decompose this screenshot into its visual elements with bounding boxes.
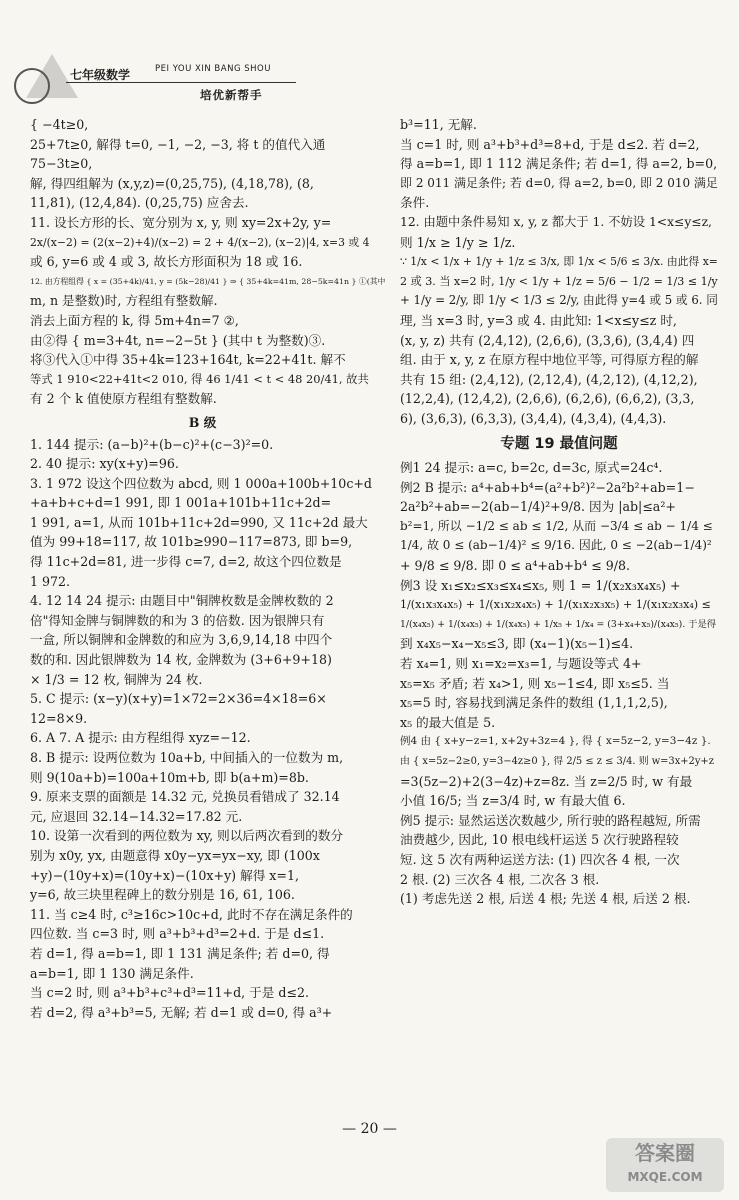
text-line: y=6, 故三块里程碑上的数分别是 16, 61, 106.	[30, 887, 295, 903]
text-line: +y)−(10y+x)=(10y+x)−(10x+y) 解得 x=1,	[30, 867, 299, 883]
text-line: 1. 144 提示: (a−b)²+(b−c)²+(c−3)²=0.	[30, 436, 274, 452]
text-line: 例5 提示: 显然运送次数越少, 所行驶的路程越短, 所需	[400, 812, 701, 828]
text-line: 例4 由 { x+y−z=1, x+2y+3z=4 }, 得 { x=5z−2, y=3−4z }.	[400, 735, 711, 748]
text-line: (12,2,4), (12,4,2), (2,6,6), (6,2,6), (6,6,2), (3,3,	[400, 391, 695, 407]
text-line: 1/(x₁x₃x₄x₅) + 1/(x₁x₂x₄x₅) + 1/(x₁x₂x₃x₅) + 1/(x₁x₂x₃x₄) ≤	[400, 598, 711, 612]
text-line: 一盒, 所以铜牌和金牌数的和应为 3,6,9,14,18 中四个	[30, 632, 333, 648]
text-line: 数的和. 因此银牌数为 14 枚, 金牌数为 (3+6+9+18)	[30, 652, 332, 668]
text-line: 解, 得四组解为 (x,y,z)=(0,25,75), (4,18,78), (8,	[30, 175, 314, 191]
text-line: 共有 15 组: (2,4,12), (2,12,4), (4,2,12), (4,12,2),	[400, 371, 698, 387]
section-heading-b: B 级	[188, 414, 217, 430]
text-line: 短. 这 5 次有两种运送方法: (1) 四次各 4 根, 一次	[400, 851, 680, 867]
text-line: a=b=1, 即 1 130 满足条件.	[30, 965, 194, 981]
text-line: 11,81), (12,4,84). (0,25,75) 应舍去.	[30, 195, 249, 211]
right-column	[400, 115, 718, 909]
text-line: x₅=x₅ 矛盾; 若 x₄>1, 则 x₅−1≤4, 即 x₅≤5. 当	[400, 675, 670, 691]
text-line: 2 根. (2) 三次各 4 根, 二次各 3 根.	[400, 871, 600, 887]
protractor-logo-icon	[14, 68, 50, 104]
text-line: x₅=5 时, 容易找到满足条件的数组 (1,1,1,2,5),	[400, 695, 668, 711]
text-line: 值为 99+18=117, 故 101b≥990−117=873, 即 b=9,	[30, 534, 353, 550]
text-line: 则 1/x ≥ 1/y ≥ 1/z.	[400, 234, 516, 250]
text-line: + 1/y = 2/y, 即 1/y < 1/3 ≤ 2/y, 由此得 y=4 或 5 或 6. 同	[400, 293, 718, 308]
text-line: × 1/3 = 12 枚, 铜牌为 24 枚.	[30, 671, 203, 687]
text-line: 4. 12 14 24 提示: 由题目中"铜牌枚数是金牌枚数的 2	[30, 593, 334, 609]
text-line: 消去上面方程的 k, 得 5m+4n=7 ②,	[30, 312, 239, 328]
book-title: 培优新帮手	[200, 88, 263, 102]
text-line: m, n 是整数)时, 方程组有整数解.	[30, 293, 218, 309]
text-line: 11. 当 c≥4 时, c³≥16c>10c+d, 此时不存在满足条件的	[30, 906, 353, 922]
text-line: x₅ 的最大值是 5.	[400, 714, 496, 730]
text-line: 当 c=2 时, 则 a³+b³+c³+d³=11+d, 于是 d≤2.	[30, 985, 309, 1001]
text-line: 25+7t≥0, 解得 t=0, −1, −2, −3, 将 t 的值代入通	[30, 136, 326, 152]
text-line: 由 { x=5z−2≥0, y=3−4z≥0 }, 得 2/5 ≤ z ≤ 3/4. 则 w=3x+2y+z	[400, 756, 714, 767]
watermark-title: 答案圈	[635, 1141, 695, 1165]
text-line: 9. 原来支票的面额是 14.32 元, 兑换员看错成了 32.14	[30, 789, 340, 805]
text-line: 2. 40 提示: xy(x+y)=96.	[30, 456, 179, 472]
text-line: 2x/(x−2) = (2(x−2)+4)/(x−2) = 2 + 4/(x−2), (x−2)|4, x=3 或 4	[30, 235, 370, 249]
text-line: 得 a=b=1, 即 1 112 满足条件; 若 d=1, 得 a=2, b=0,	[400, 156, 718, 172]
text-line: 小值 16/5; 当 z=3/4 时, w 有最大值 6.	[400, 793, 626, 809]
text-line: 2 或 3. 当 x=2 时, 1/y < 1/y + 1/z = 5/6 − 1/2 = 1/3 ≤ 1/y	[400, 274, 718, 288]
text-line: 1 991, a=1, 从而 101b+11c+2d=990, 又 11c+2d 最大	[30, 514, 368, 530]
text-line: 条件.	[400, 195, 430, 211]
series-pinyin: PEI YOU XIN BANG SHOU	[155, 64, 271, 74]
text-line: 1/4, 故 0 ≤ (ab−1/4)² ≤ 9/16. 因此, 0 ≤ −2(ab−1/4)²	[400, 538, 712, 553]
text-line: 即 2 011 满足条件; 若 d=0, 得 a=2, b=0, 即 2 010 满足	[400, 175, 718, 190]
text-line: 若 d=2, 得 a³+b³=5, 无解; 若 d=1 或 d=0, 得 a³+	[30, 1004, 333, 1020]
text-line: 75−3t≥0,	[30, 156, 93, 172]
text-line: 例2 B 提示: a⁴+ab+b⁴=(a²+b²)²−2a²b²+ab=1−	[400, 479, 695, 495]
text-line: 到 x₄x₅−x₄−x₅≤3, 即 (x₄−1)(x₅−1)≤4.	[400, 636, 634, 652]
text-line: 例3 设 x₁≤x₂≤x₃≤x₄≤x₅, 则 1 = 1/(x₂x₃x₄x₅) +	[400, 577, 681, 593]
text-line: 1/(x₄x₅) + 1/(x₄x₅) + 1/(x₄x₅) + 1/x₅ + 1/x₄ = (3+x₄+x₅)/(x₄x₅). 于是得	[400, 618, 717, 630]
text-line: 油费越少, 因此, 10 根电线杆运送 5 次行驶路程较	[400, 832, 679, 848]
text-line: (x, y, z) 共有 (2,4,12), (2,6,6), (3,3,6), (3,4,4) 四	[400, 332, 695, 348]
left-column	[30, 115, 386, 1022]
grade-label: 七年级数学	[70, 68, 131, 82]
text-line: b²=1, 所以 −1/2 ≤ ab ≤ 1/2, 从而 −3/4 ≤ ab − 1/4 ≤	[400, 518, 713, 533]
text-line: 12. 由方程组得 { x = (35+4k)/41, y = (5k−28)/41 } ⇒ { 35+4k=41m, 28−5k=41n } ①(其中	[30, 276, 386, 286]
topic-title: 专题 19 最值问题	[500, 435, 618, 452]
text-line: 理, 当 x=3 时, y=3 或 4. 由此知: 1<x≤y≤z 时,	[400, 312, 677, 328]
text-line: 6. A 7. A 提示: 由方程组得 xyz=−12.	[30, 730, 251, 746]
text-line: 由②得 { m=3+4t, n=−2−5t } (其中 t 为整数)③.	[30, 332, 326, 348]
text-line: 10. 设第一次看到的两位数为 xy, 则以后两次看到的数分	[30, 828, 344, 844]
text-line: 组. 由于 x, y, z 在原方程中地位平等, 可得原方程的解	[400, 352, 699, 368]
text-line: 例1 24 提示: a=c, b=2c, d=3c, 原式=24c⁴.	[400, 460, 663, 476]
text-line: 四位数. 当 c=3 时, 则 a³+b³+d³=2+d. 于是 d≤1.	[30, 926, 325, 942]
text-line: 12. 由题中条件易知 x, y, z 都大于 1. 不妨设 1<x≤y≤z,	[400, 214, 712, 229]
text-line: 2a²b²+ab=−2(ab−1/4)²+9/8. 因为 |ab|≤a²+	[400, 499, 676, 515]
text-line: (1) 考虑先送 2 根, 后送 4 根; 先送 4 根, 后送 2 根.	[400, 891, 691, 907]
text-line: 别为 x0y, yx, 由题意得 x0y−yx=yx−xy, 即 (100x	[30, 847, 320, 863]
text-line: 5. C 提示: (x−y)(x+y)=1×72=2×36=4×18=6×	[30, 691, 327, 707]
header-divider	[66, 82, 296, 83]
text-line: +a+b+c+d=1 991, 即 1 001a+101b+11c+2d=	[30, 495, 332, 511]
page-header	[10, 46, 300, 106]
text-line: 等式 1 910<22+41t<2 010, 得 46 1/41 < t < 48 20/41, 故共	[30, 371, 369, 386]
text-line: 倍"得知金牌与铜牌数的和为 3 的倍数. 因为银牌只有	[30, 612, 325, 628]
page-number: — 20 —	[342, 1121, 397, 1137]
text-line: 6), (3,6,3), (6,3,3), (3,4,4), (4,3,4), (4,4,3).	[400, 410, 667, 426]
text-line: 3. 1 972 设这个四位数为 abcd, 则 1 000a+100b+10c+d	[30, 475, 372, 491]
text-line: 有 2 个 k 值使原方程组有整数解.	[30, 391, 217, 407]
text-line: { −4t≥0,	[30, 117, 89, 132]
text-line: 得 11c+2d=81, 进一步得 c=7, d=2, 故这个四位数是	[30, 554, 342, 570]
text-line: 12=8×9.	[30, 710, 88, 726]
text-line: + 9/8 ≤ 9/8. 即 0 ≤ a⁴+ab+b⁴ ≤ 9/8.	[400, 558, 630, 574]
text-line: 1 972.	[30, 573, 71, 589]
text-line: 元, 应退回 32.14−14.32=17.82 元.	[30, 808, 243, 824]
watermark	[606, 1138, 724, 1192]
text-line: 则 9(10a+b)=100a+10m+b, 即 b(a+m)=8b.	[30, 769, 309, 785]
text-line: 当 c=1 时, 则 a³+b³+d³=8+d, 于是 d≤2. 若 d=2,	[400, 136, 700, 152]
watermark-url: MXQE.COM	[627, 1170, 703, 1184]
text-line: 11. 设长方形的长、宽分别为 x, y, 则 xy=2x+2y, y=	[30, 214, 332, 230]
text-line: 若 x₄=1, 则 x₁=x₂=x₃=1, 与题设等式 4+	[400, 656, 642, 672]
text-line: 8. B 提示: 设两位数为 10a+b, 中间插入的一位数为 m,	[30, 750, 344, 765]
text-line: 或 6, y=6 或 4 或 3, 故长方形面积为 18 或 16.	[30, 254, 303, 270]
text-line: 若 d=1, 得 a=b=1, 即 1 131 满足条件; 若 d=0, 得	[30, 945, 330, 961]
text-line: ∵ 1/x < 1/x + 1/y + 1/z ≤ 3/x, 即 1/x < 5/6 ≤ 3/x. 由此得 x=	[400, 255, 718, 269]
text-line: 将③代入①中得 35+4k=123+164t, k=22+41t. 解不	[30, 352, 346, 368]
text-line: =3(5z−2)+2(3−4z)+z=8z. 当 z=2/5 时, w 有最	[400, 773, 693, 789]
text-line: b³=11, 无解.	[400, 117, 477, 132]
